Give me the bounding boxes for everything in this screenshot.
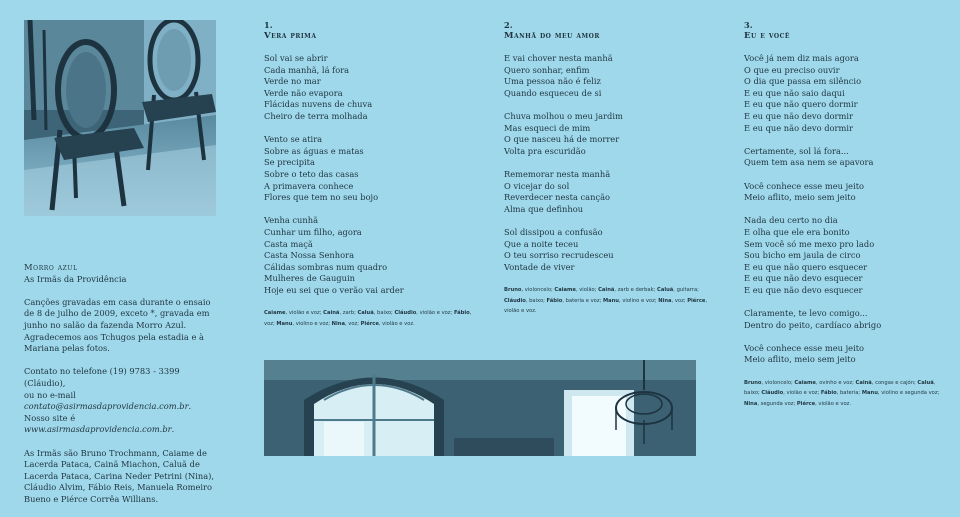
credit-musician: Nina <box>658 297 672 304</box>
lyric-line: Cada manhã, lá fora <box>264 64 350 75</box>
credit-musician: Caluã <box>357 310 374 317</box>
credit-role: , violão e voz. <box>378 320 415 327</box>
lyric-line: E eu que não devo esquecer <box>744 273 863 284</box>
credit-role: , violão e voz; <box>416 310 454 317</box>
song-credits <box>744 378 944 410</box>
lyric-line: Mulheres de Gauguin <box>264 273 355 284</box>
lyric-line: Quero sonhar, enfim <box>504 64 590 75</box>
credit-musician: Caluã <box>657 286 674 293</box>
lyric-line: Flores que tem no seu bojo <box>264 192 379 203</box>
credit-role: , voz; <box>264 310 472 327</box>
contact-email-link[interactable]: contato@asirmasdaprovidencia.com.br <box>24 401 189 412</box>
lyric-line: Sol vai se abrir <box>264 53 328 63</box>
contact-phone: Contato no telefone (19) 9783 - 3399 (Cláudio), <box>24 366 180 388</box>
lyric-line: E eu que não quero esquecer <box>744 261 868 272</box>
credit-role: , violão e voz. <box>504 297 708 315</box>
lyric-line: E olha que ele era bonito <box>744 226 850 237</box>
credit-musician: Manu <box>276 320 293 327</box>
credit-musician: Nina <box>331 320 345 327</box>
photo-chairs <box>24 20 216 216</box>
credit-musician: Cláudio <box>504 297 526 304</box>
credit-role: , baixo; <box>744 379 936 397</box>
credit-musician: Fábio <box>820 390 837 397</box>
lyrics-stanza <box>744 215 944 296</box>
credit-musician: Caluã <box>917 379 934 386</box>
lyric-line: Vontade de viver <box>504 261 575 272</box>
song-number: 3. <box>744 20 753 30</box>
lyric-line: Alma que definhou <box>504 203 584 214</box>
song-title: Eu e você <box>744 31 790 41</box>
credit-role: , violoncelo; <box>521 286 555 293</box>
lyric-line: Se precipita <box>264 157 315 168</box>
credit-role: , violão e voz. <box>815 401 852 408</box>
credit-role: , violão e voz; <box>285 310 324 317</box>
lyric-line: Cunhar um filho, agora <box>264 226 362 237</box>
members-list: As Irmãs são Bruno Trochmann, Caiame de Lacerda Pataca, Cainã Miachon, Caluã de Lacerda Pataca, Carina Neder Petrini (Nina), Cláudio Alvim, Fábio Reis, Manuela Romeiro Bueno e Piérce Corrêa Willians. <box>24 447 215 504</box>
artist-name: As Irmãs da Providência <box>24 273 127 284</box>
lyric-line: Cheiro de terra molhada <box>264 110 368 121</box>
credit-role: , ovinho e voz; <box>815 379 856 386</box>
credit-musician: Caiame <box>554 286 576 293</box>
lyric-line: Sol dissipou a confusão <box>504 226 603 237</box>
lyrics-stanza <box>264 134 474 204</box>
lyric-line: E eu que não devo dormir <box>744 110 854 121</box>
song-eu-e-voce <box>744 20 944 410</box>
credit-role: , zarb; <box>339 310 358 317</box>
credit-musician: Cainã <box>855 379 872 386</box>
lyric-line: O que eu preciso ouvir <box>744 64 840 75</box>
credit-role: , voz; <box>671 297 688 304</box>
lyric-line: Chuva molhou o meu jardim <box>504 110 623 121</box>
credit-musician: Piérce <box>687 297 706 304</box>
lyrics-stanza <box>744 308 944 331</box>
lyrics-stanza <box>264 215 474 296</box>
lyrics-stanza <box>744 343 944 366</box>
credit-role: , violino e voz; <box>292 320 332 327</box>
lyric-line: Meio aflito, meio sem jeito <box>744 192 856 203</box>
credit-role: , zarb e derbak; <box>614 286 658 293</box>
lyric-line: Venha cunhã <box>264 215 319 226</box>
song-number: 2. <box>504 20 513 30</box>
photo-window-chandelier <box>264 360 696 456</box>
lyric-line: Que a noite teceu <box>504 238 579 249</box>
album-description: Canções gravadas em casa durante o ensaio de 8 de julho de 2009, exceto *, gravada em junho no salão da fazenda Morro Azul. Agradecemos aos Tchugos pela estadia e à Mariana pelas fotos. <box>24 296 211 354</box>
song-title: Manhã do meu amor <box>504 31 600 41</box>
credit-musician: Piérce <box>796 401 816 408</box>
album-title: Morro azul <box>24 262 78 272</box>
credit-role: , segunda voz; <box>757 401 797 408</box>
lyric-line: Dentro do peito, cardíaco abrigo <box>744 319 882 330</box>
lyric-line: Vento se atira <box>264 134 323 145</box>
lyric-line: Meio aflito, meio sem jeito <box>744 354 856 365</box>
credit-role: , violino e voz; <box>619 297 659 304</box>
credit-musician: Cainã <box>323 310 340 317</box>
lyric-line: Sou bicho em jaula de circo <box>744 250 861 261</box>
lyric-line: Claramente, te levo comigo... <box>744 308 868 319</box>
credit-musician: Manu <box>861 390 878 397</box>
lyric-line: A primavera conhece <box>264 180 354 191</box>
lyric-line: Casta maçã <box>264 238 313 249</box>
credit-musician: Cláudio <box>394 310 417 317</box>
lyric-line: Sobre o teto das casas <box>264 168 359 179</box>
credit-role: , congas e cajón; <box>871 379 918 386</box>
lyric-line: Quem tem asa nem se apavora <box>744 157 874 168</box>
lyric-line: E eu que não devo dormir <box>744 122 854 133</box>
lyric-line: Você conhece esse meu jeito <box>744 342 865 353</box>
song-title: Vera prima <box>264 31 317 41</box>
credit-role: , voz; <box>344 320 361 327</box>
lyric-line: Mas esqueci de mim <box>504 122 591 133</box>
lyric-line: Uma pessoa não é feliz <box>504 76 601 87</box>
lyric-line: E eu que não devo esquecer <box>744 284 863 295</box>
lyric-line: E eu que não saio daqui <box>744 87 845 98</box>
credit-role: , violino e segunda voz; <box>877 390 940 397</box>
contact-info: Contato no telefone (19) 9783 - 3399 (Cláudio), ou no e-mail contato@asirmasdaprovidencia.com.br. Nosso site é www.asirmasdaprovidencia.com.br. <box>24 366 192 435</box>
lyric-line: Flácidas nuvens de chuva <box>264 99 373 110</box>
credit-musician: Nina <box>744 401 758 408</box>
lyric-line: Você conhece esse meu jeito <box>744 180 865 191</box>
lyric-line: Volta pra escuridão <box>504 145 586 156</box>
lyrics-stanza <box>264 53 474 123</box>
lyric-line: Certamente, sol lá fora... <box>744 145 849 156</box>
lyric-line: Verde não evapora <box>264 87 343 98</box>
song-number: 1. <box>264 20 273 30</box>
song-credits <box>504 285 714 317</box>
credit-musician: Caiame <box>794 379 816 386</box>
credit-role: , violão; <box>575 286 599 293</box>
lyric-line: O dia que passa em silêncio <box>744 76 862 87</box>
lyric-line: E vai chover nesta manhã <box>504 53 613 63</box>
credit-musician: Bruno <box>744 379 762 386</box>
lyrics-stanza <box>744 53 944 134</box>
credit-role: , violão e voz; <box>783 390 821 397</box>
website-link[interactable]: www.asirmasdaprovidencia.com.br <box>24 424 172 435</box>
lyric-line: Reverdecer nesta canção <box>504 192 611 203</box>
credit-musician: Cainã <box>598 286 615 293</box>
lyric-line: Casta Nossa Senhora <box>264 250 355 261</box>
song-vera-prima <box>264 20 474 330</box>
credit-musician: Caiame <box>264 310 286 317</box>
credit-role: , violoncelo; <box>761 379 795 386</box>
lyrics-stanza <box>504 111 714 157</box>
credit-role: , bateria; <box>836 390 862 397</box>
lyrics-stanza <box>744 181 944 204</box>
lyric-line: Sobre as águas e matas <box>264 145 364 156</box>
lyric-line: Rememorar nesta manhã <box>504 168 611 179</box>
lyric-line: Você já nem diz mais agora <box>744 53 859 63</box>
song-credits <box>264 308 474 330</box>
lyric-line: Cálidas sombras num quadro <box>264 261 388 272</box>
lyrics-stanza <box>744 146 944 169</box>
lyric-line: E eu que não quero dormir <box>744 99 858 110</box>
credit-musician: Cláudio <box>761 390 784 397</box>
credit-role: , baixo; <box>373 310 395 317</box>
credit-role: , baixo; <box>525 297 547 304</box>
credit-musician: Manu <box>602 297 620 304</box>
credit-role: , guitarra; <box>673 286 699 293</box>
lyrics-stanza <box>504 169 714 215</box>
credit-role: , bateria e voz; <box>562 297 603 304</box>
lyric-line: Hoje eu sei que o verão vai arder <box>264 284 404 295</box>
lyric-line: Verde no mar <box>264 76 321 87</box>
song-manha-do-meu-amor <box>504 20 714 317</box>
lyric-line: O teu sorriso recrudesceu <box>504 250 614 261</box>
lyrics-stanza <box>504 227 714 273</box>
lyric-line: O vicejar do sol <box>504 180 570 191</box>
credit-musician: Bruno <box>504 286 522 293</box>
lyrics-stanza <box>504 53 714 99</box>
lyric-line: Nada deu certo no dia <box>744 215 838 226</box>
lyric-line: O que nasceu há de morrer <box>504 134 620 145</box>
lyric-line: Sem você só me mexo pro lado <box>744 238 875 249</box>
album-info <box>24 262 220 517</box>
credit-musician: Fábio <box>546 297 563 304</box>
lyric-line: Quando esqueceu de si <box>504 87 602 98</box>
credit-musician: Fábio <box>453 310 470 317</box>
credit-musician: Piérce <box>360 320 379 327</box>
